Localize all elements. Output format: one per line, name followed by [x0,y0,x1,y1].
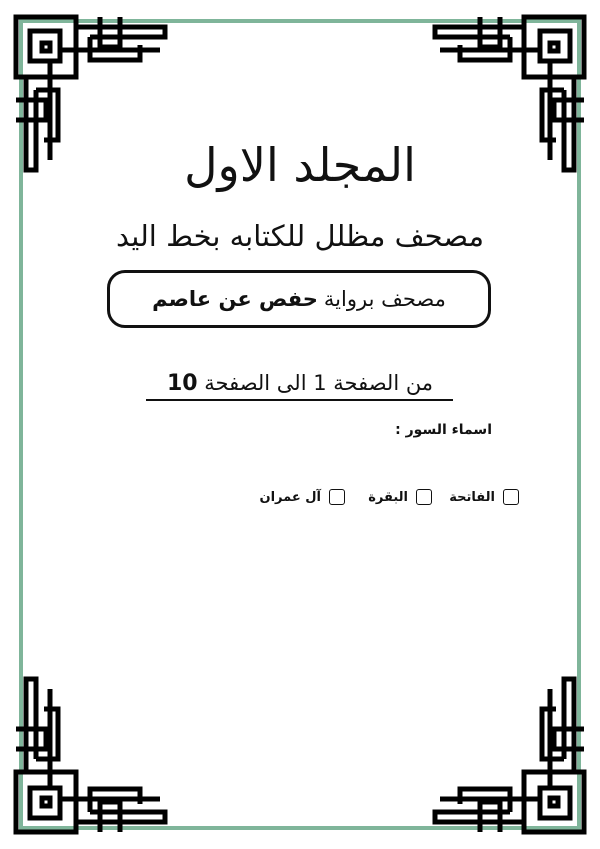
corner-ornament-bottom-left [16,679,165,832]
page-range [148,366,452,400]
checkbox-fatiha[interactable] [503,489,519,505]
page-range-end: 10 [166,371,198,396]
corner-ornament-bottom-right [435,679,584,832]
page-range-underline [146,399,453,401]
surah-item-al-imran[interactable] [260,487,346,507]
mushaf-subtitle: مصحف مظلل للكتابه بخط اليد [115,219,485,253]
checkbox-al-imran[interactable] [329,489,345,505]
narration-name: حفص عن عاصم [152,287,318,311]
checkbox-baqarah[interactable] [416,489,432,505]
surah-name: آل عمران [259,489,321,505]
surah-item-baqarah[interactable] [368,487,432,507]
narration-prefix: مصحف برواية [323,287,446,311]
page-range-text: من الصفحة 1 الى الصفحة [204,371,434,395]
surah-list-label: اسماء السور : [395,422,492,438]
surah-name: البقرة [368,489,408,505]
narration-box [107,270,491,328]
surah-name: الفاتحة [449,489,495,505]
volume-title: المجلد الاول [184,138,416,192]
surah-item-fatiha[interactable] [449,487,519,507]
